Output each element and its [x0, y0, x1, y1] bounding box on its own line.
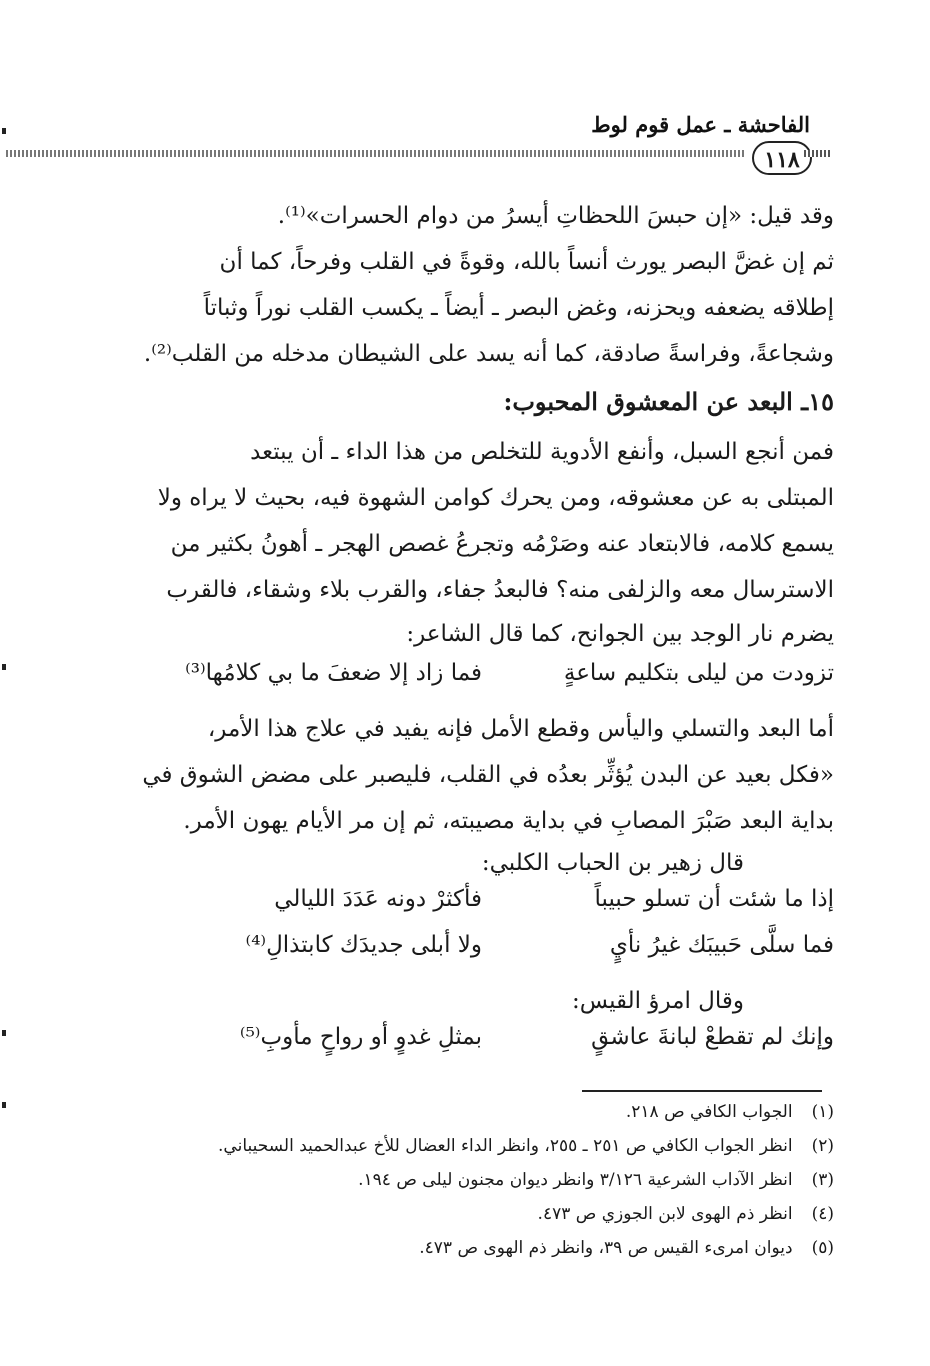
- footnote-text: الجواب الكافي ص ٢١٨.: [625, 1102, 793, 1122]
- paragraph-line: وشجاعةً، وفراسةً صادقة، كما أنه يسد على الشيطان مدخله من القلب⁽²⁾.: [143, 341, 834, 367]
- verse-first-hemistich: إذا ما شئت أن تسلو حبيباً: [594, 886, 834, 912]
- verse: [122, 660, 834, 706]
- verse: [122, 886, 834, 932]
- running-head: [118, 110, 830, 150]
- verse-first-hemistich: وإنك لم تقطعْ لبانةَ عاشقٍ: [591, 1024, 834, 1050]
- paragraph-line: يضرم نار الوجد بين الجوانح، كما قال الشاعر:: [406, 621, 834, 647]
- paragraph-line: فمن أنجع السبل، وأنفع الأدوية للتخلص من هذا الداء ـ أن يبتعد: [250, 439, 834, 465]
- footnote-number: (٣): [811, 1170, 834, 1190]
- footnote-text: انظر الآداب الشرعية ٣/١٢٦ وانظر ديوان مجنون ليلى ص ١٩٤.: [358, 1170, 793, 1190]
- footnote-text: ديوان امرىء القيس ص ٣٩، وانظر ذم الهوى ص ٤٧٣.: [419, 1238, 793, 1258]
- verse: [122, 1024, 834, 1070]
- running-title: الفاحشة ـ عمل قوم لوط: [591, 112, 810, 137]
- paragraph-line: المبتلى به عن معشوقه، ومن يحرك كوامن الشهوة فيه، بحيث لا يراه ولا: [157, 485, 834, 511]
- verse-second-hemistich: بمثلِ غدوٍ أو رواحٍ مأوبِ⁽⁵⁾: [239, 1024, 482, 1050]
- body-text: [122, 978, 834, 1024]
- edge-mark: [2, 664, 6, 670]
- paragraph-line: ثم إن غضَّ البصر يورث أنساً بالله، وقوةً في القلب وفرحاً، كما أن: [219, 249, 834, 275]
- footnotes: [122, 1102, 834, 1292]
- paragraph-line: بداية البعد صَبْرَ المصابِ في بداية مصيبته، ثم إن مر الأيام يهون الأمر.: [183, 808, 834, 834]
- verse: [122, 932, 834, 978]
- header-rule: [6, 150, 746, 157]
- footnote-number: (٤): [811, 1204, 834, 1224]
- page-number: ١١٨: [752, 141, 812, 175]
- verse-second-hemistich: ولا أبلى جديدَك كابتذالِ⁽⁴⁾: [245, 932, 482, 958]
- paragraph-line: «فكل بعيد عن البدن يُؤثِّر بعدُه في القلب، فليصبر على مضض الشوق في: [142, 762, 834, 788]
- verse-second-hemistich: فأكثرْ دونه عَدَدَ الليالي: [274, 886, 482, 912]
- paragraph-line: إطلاقه يضعفه ويحزنه، وغض البصر ـ أيضاً ـ يكسب القلب نوراً وثباتاً: [203, 295, 834, 321]
- section-heading: ١٥ـ البعد عن المعشوق المحبوب:: [503, 387, 834, 416]
- body-text: [122, 706, 834, 846]
- footnote-text: انظر ذم الهوى لابن الجوزي ص ٤٧٣.: [537, 1204, 793, 1224]
- header-rule-end: [804, 150, 830, 157]
- verse-intro: وقال امرؤ القيس:: [572, 988, 744, 1014]
- footnote-rule: [582, 1090, 822, 1092]
- paragraph-line: وقد قيل: «إن حبسَ اللحظاتِ أيسرُ من دوام الحسرات»⁽¹⁾.: [277, 203, 834, 229]
- verse-intro: قال زهير بن الحباب الكلبي:: [481, 850, 744, 876]
- footnote-number: (١): [811, 1102, 834, 1122]
- footnote-text: انظر الجواب الكافي ص ٢٥١ ـ ٢٥٥، وانظر الداء العضال للأخ عبدالحميد السحيباني.: [218, 1136, 793, 1156]
- footnote-number: (٢): [811, 1136, 834, 1156]
- edge-mark: [2, 1102, 6, 1108]
- edge-mark: [2, 128, 6, 134]
- paragraph-line: الاسترسال معه والزلفى منه؟ فالبعدُ جفاء، والقرب بلاء وشقاء، فالقرب: [166, 577, 834, 603]
- footnote: [122, 1238, 834, 1272]
- footnote: [122, 1204, 834, 1238]
- footnote: [122, 1136, 834, 1170]
- footnote-number: (٥): [811, 1238, 834, 1258]
- body-text: [122, 840, 834, 886]
- paragraph-line: أما البعد والتسلي واليأس وقطع الأمل فإنه يفيد في علاج هذا الأمر،: [207, 716, 834, 742]
- paragraph-line: يسمع كلامه، فالابتعاد عنه وصَرْمُه وتجرعُ غصص الهجر ـ أهونُ بكثير من: [170, 531, 834, 557]
- footnote: [122, 1170, 834, 1204]
- verse-first-hemistich: فما سلَّى حَبيبَك غيرُ نأيٍ: [609, 932, 834, 958]
- footnote: [122, 1102, 834, 1136]
- verse-first-hemistich: تزودت من ليلى بتكليم ساعةٍ: [563, 660, 834, 686]
- edge-mark: [2, 1030, 6, 1036]
- verse-second-hemistich: فما زاد إلا ضعفَ ما بي كلامُها⁽³⁾: [185, 660, 482, 686]
